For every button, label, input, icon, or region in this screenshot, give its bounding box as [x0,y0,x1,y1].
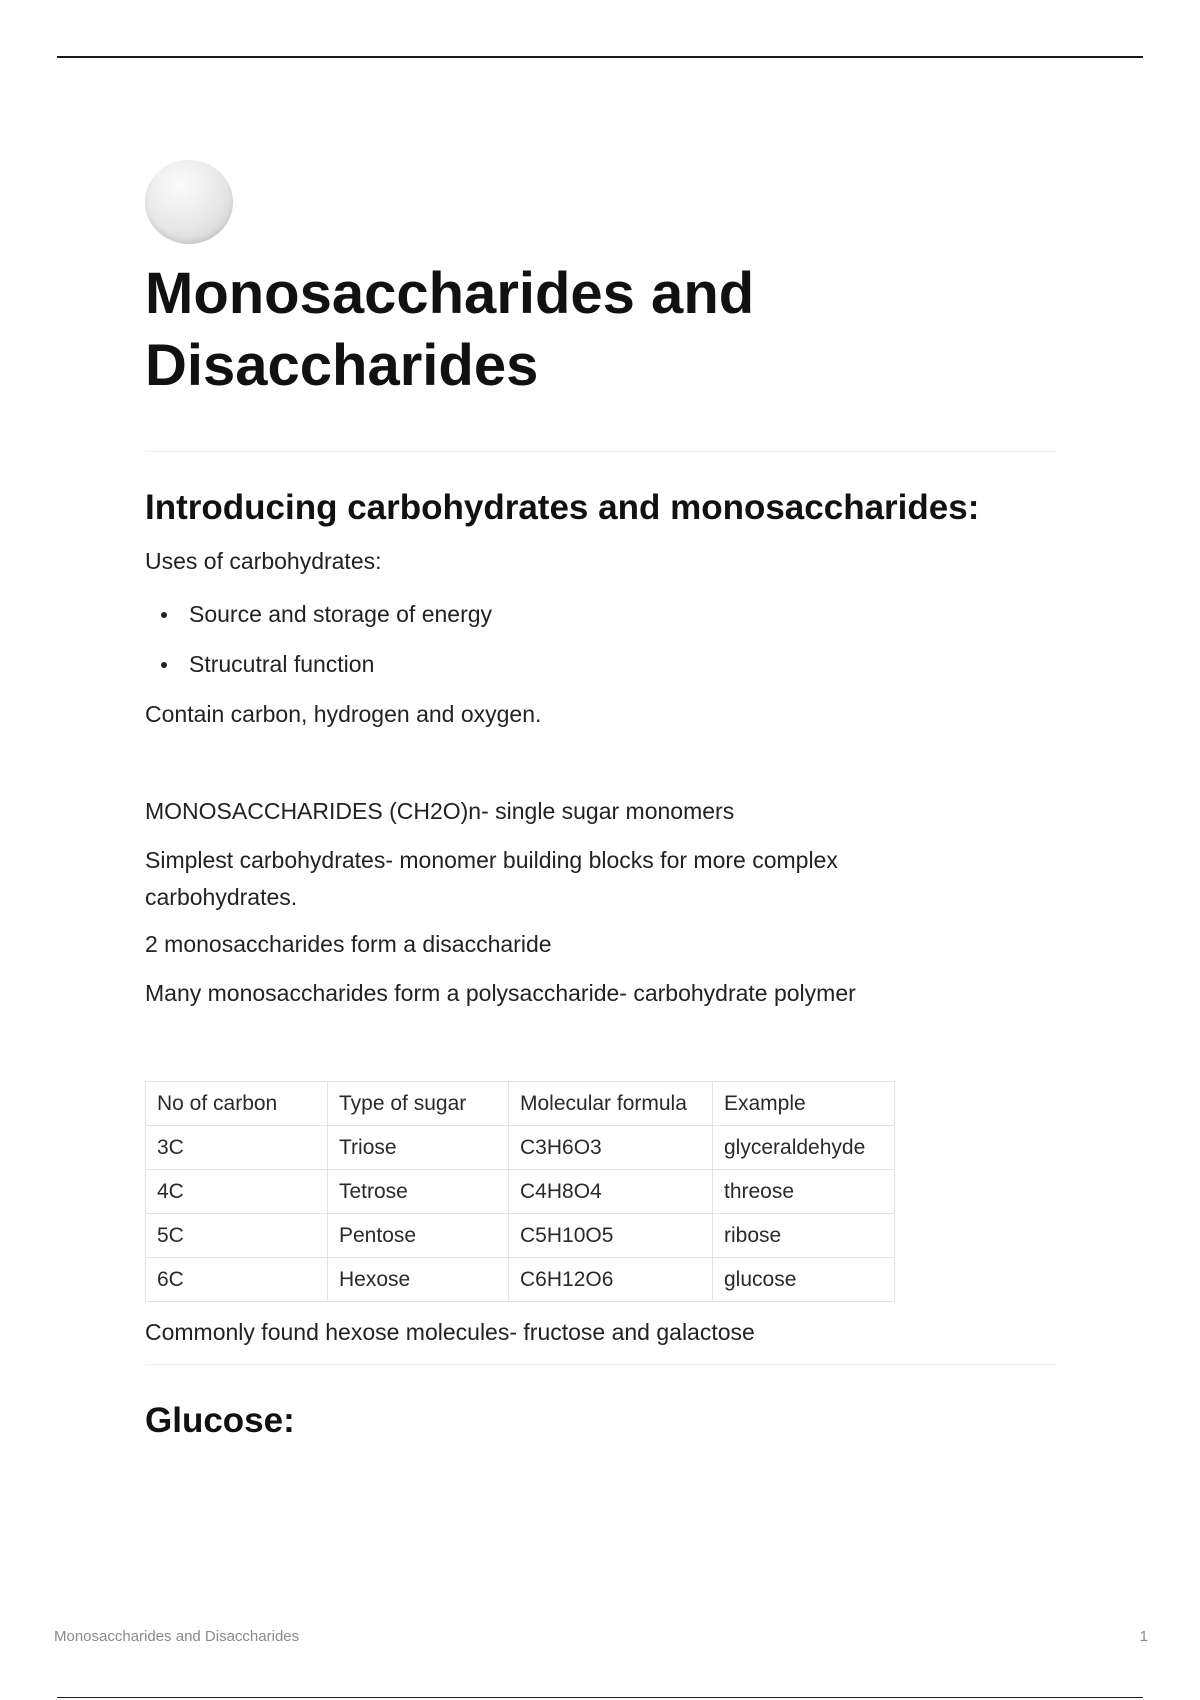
table-cell: ribose [713,1214,895,1258]
table-cell: C4H8O4 [509,1170,713,1214]
table-row [146,1258,895,1302]
table-row [146,1126,895,1170]
uses-label: Uses of carbohydrates: [145,548,382,574]
circle-emoji-icon [145,160,233,244]
table-row [146,1170,895,1214]
footer-document-title: Monosaccharides and Disaccharides [54,1628,300,1645]
table-header-cell: Type of sugar [328,1082,509,1126]
table-cell: glyceraldehyde [713,1126,895,1170]
table-header-cell: No of carbon [146,1082,328,1126]
list-item: Strucutral function [145,646,492,696]
table-cell: glucose [713,1258,895,1302]
disaccharide-text: 2 monosaccharides form a disaccharide [145,931,552,957]
table-header-cell: Molecular formula [509,1082,713,1126]
page-title: Monosaccharides and Disaccharides [145,261,755,398]
elements-text: Contain carbon, hydrogen and oxygen. [145,701,542,727]
table-cell: 4C [146,1170,328,1214]
list-item: Source and storage of energy [145,596,492,646]
table-cell: 5C [146,1214,328,1258]
bottom-rule [57,1697,1143,1698]
table-row [146,1214,895,1258]
table-cell: Triose [328,1126,509,1170]
table-cell: C5H10O5 [509,1214,713,1258]
table-cell: C3H6O3 [509,1126,713,1170]
table-cell: threose [713,1170,895,1214]
section-heading-intro: Introducing carbohydrates and monosaccharides: [145,488,980,527]
divider [145,1364,1056,1365]
table-cell: 3C [146,1126,328,1170]
divider [145,451,1056,452]
footer-page-number: 1 [1139,1628,1148,1645]
table-cell: Hexose [328,1258,509,1302]
table-header-row [146,1082,895,1126]
table-cell: Pentose [328,1214,509,1258]
monosaccharides-definition: MONOSACCHARIDES (CH2O)n- single sugar monomers [145,798,735,824]
polysaccharide-text: Many monosaccharides form a polysaccharide- carbohydrate polymer [145,980,856,1006]
section-heading-glucose: Glucose: [145,1401,295,1440]
simplest-text: Simplest carbohydrates- monomer building blocks for more complex carbohydrates. [145,847,838,910]
table-header-cell: Example [713,1082,895,1126]
uses-list [145,596,492,696]
sugar-table [145,1081,895,1302]
table-cell: Tetrose [328,1170,509,1214]
table-cell: 6C [146,1258,328,1302]
top-rule [57,56,1143,58]
table-cell: C6H12O6 [509,1258,713,1302]
hexose-note: Commonly found hexose molecules- fructose and galactose [145,1319,755,1345]
